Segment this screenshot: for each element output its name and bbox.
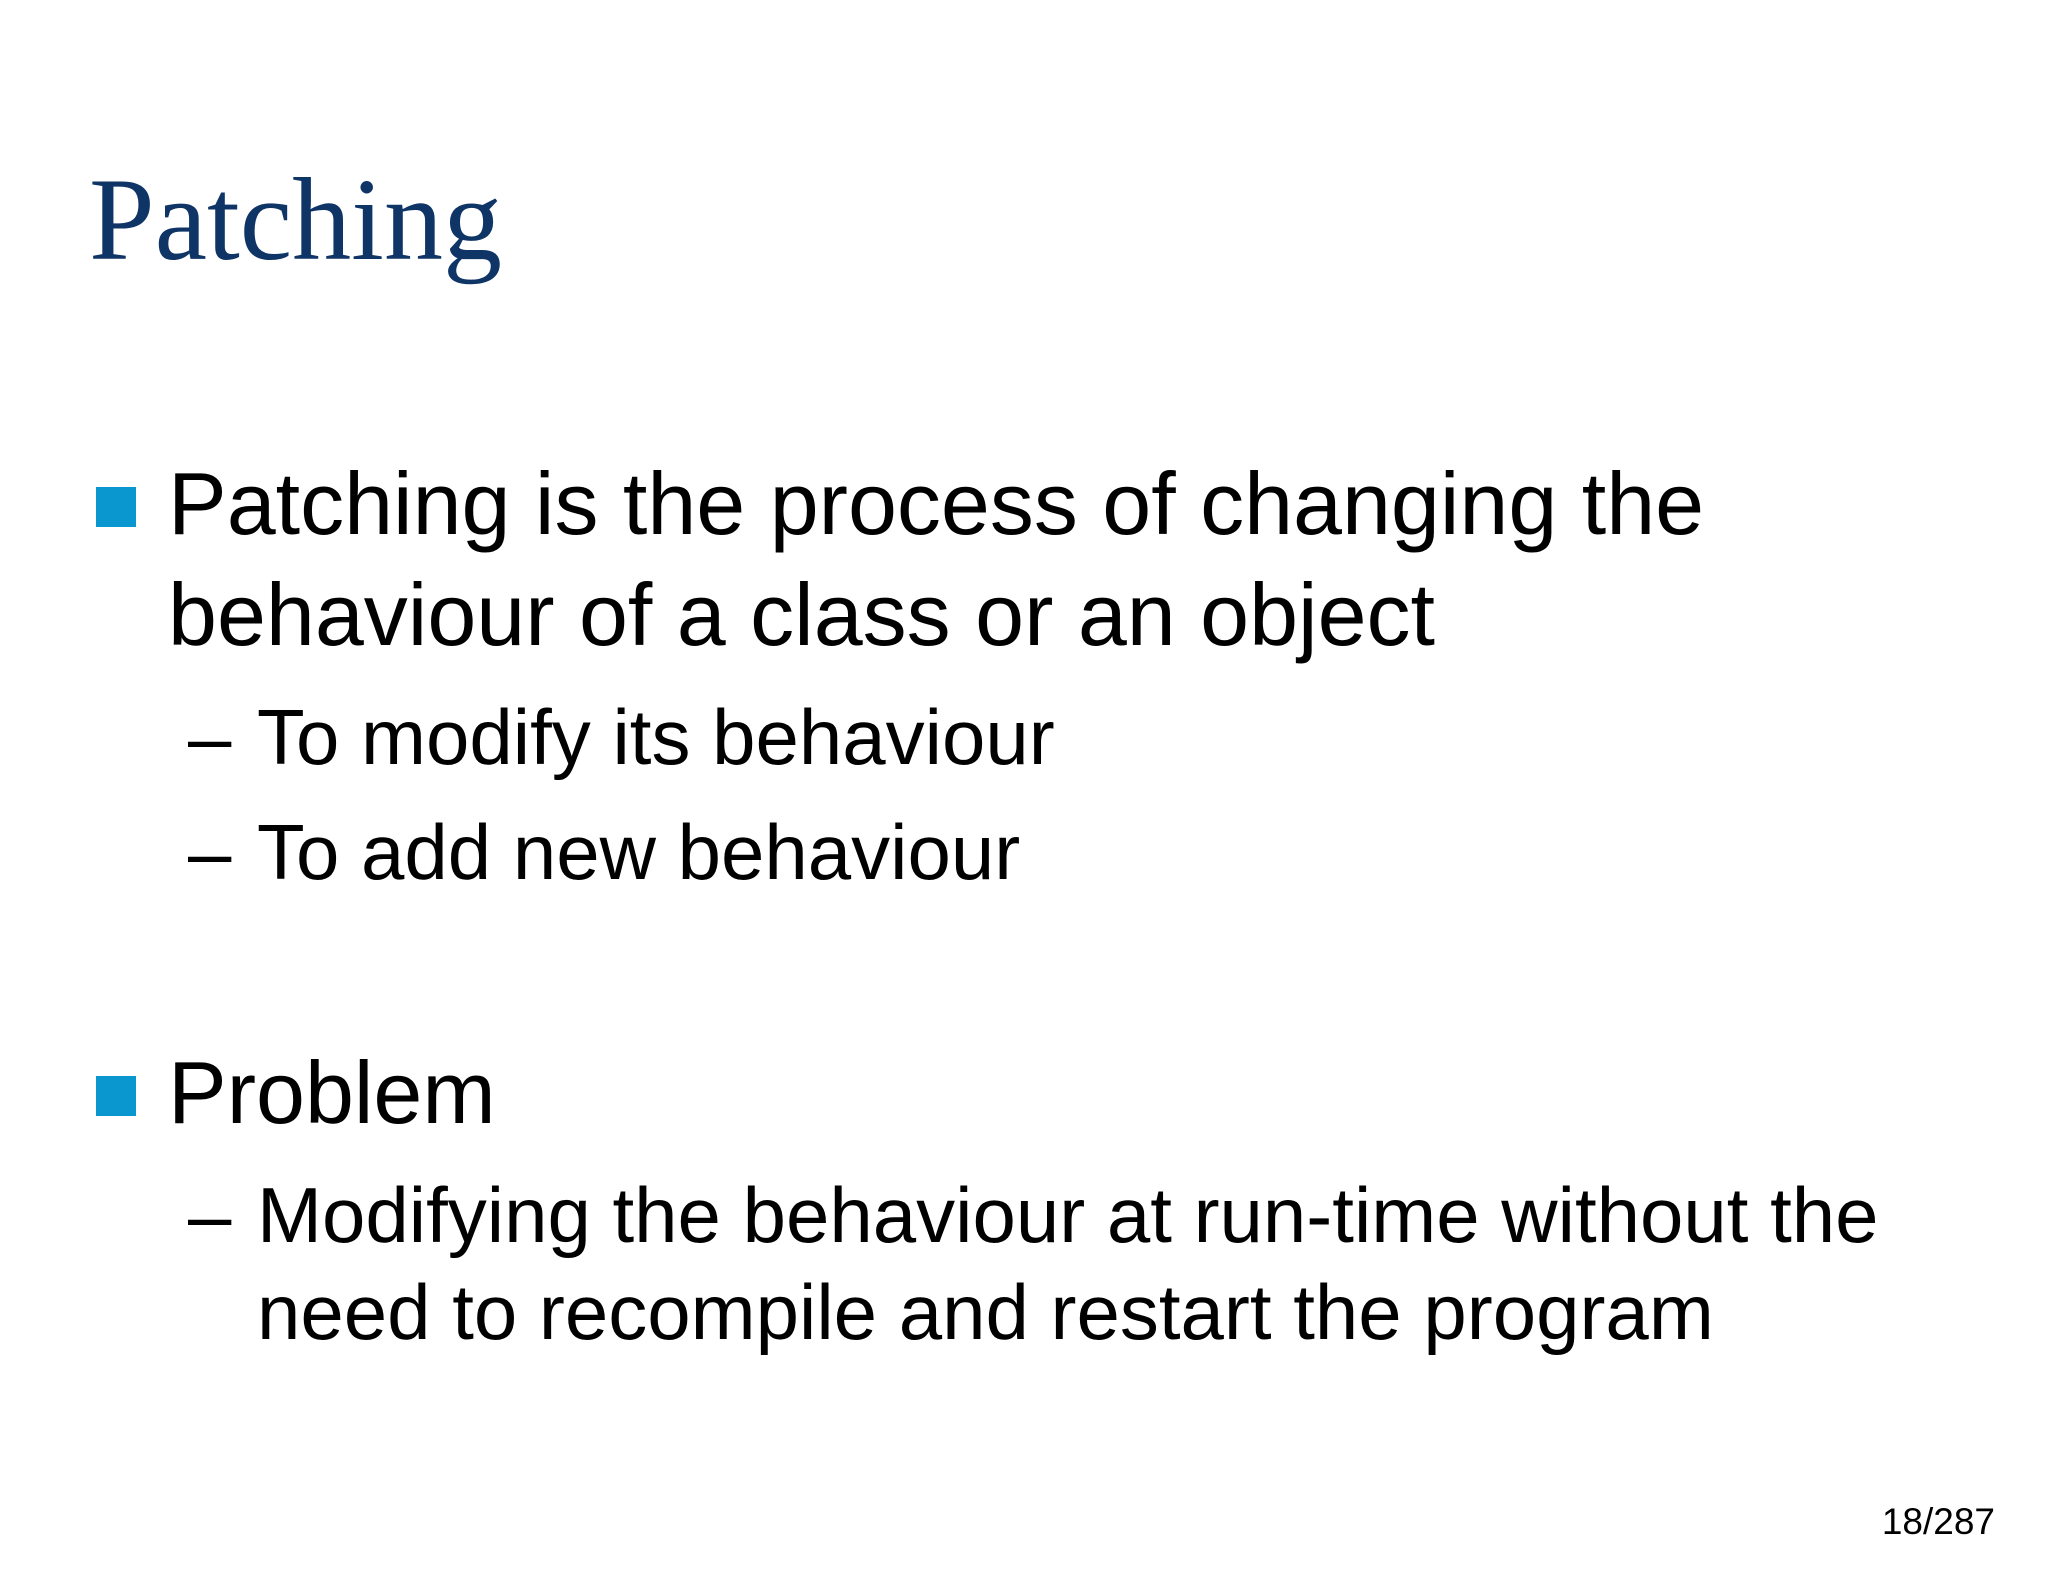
sub-bullet-text: To modify its behaviour [257,693,1055,781]
sub-bullet-dash: – [188,693,232,781]
sub-bullet-dash: – [188,808,232,896]
bullet-text-line: behaviour of a class or an object [168,565,1435,664]
page-number: 18/287 [1881,1501,1995,1542]
sub-bullet-dash: – [188,1171,232,1259]
bullet-text-line: Patching is the process of changing the [168,454,1705,553]
sub-bullet-text: Modifying the behaviour at run-time without the [257,1171,1879,1259]
sub-bullet-text: To add new behaviour [257,808,1021,896]
bullet-text-line: Problem [168,1043,496,1142]
square-bullet-icon [96,1076,136,1116]
square-bullet-icon [96,487,136,527]
sub-bullet-text: need to recompile and restart the program [257,1268,1714,1356]
slide-title: Patching [89,154,502,285]
